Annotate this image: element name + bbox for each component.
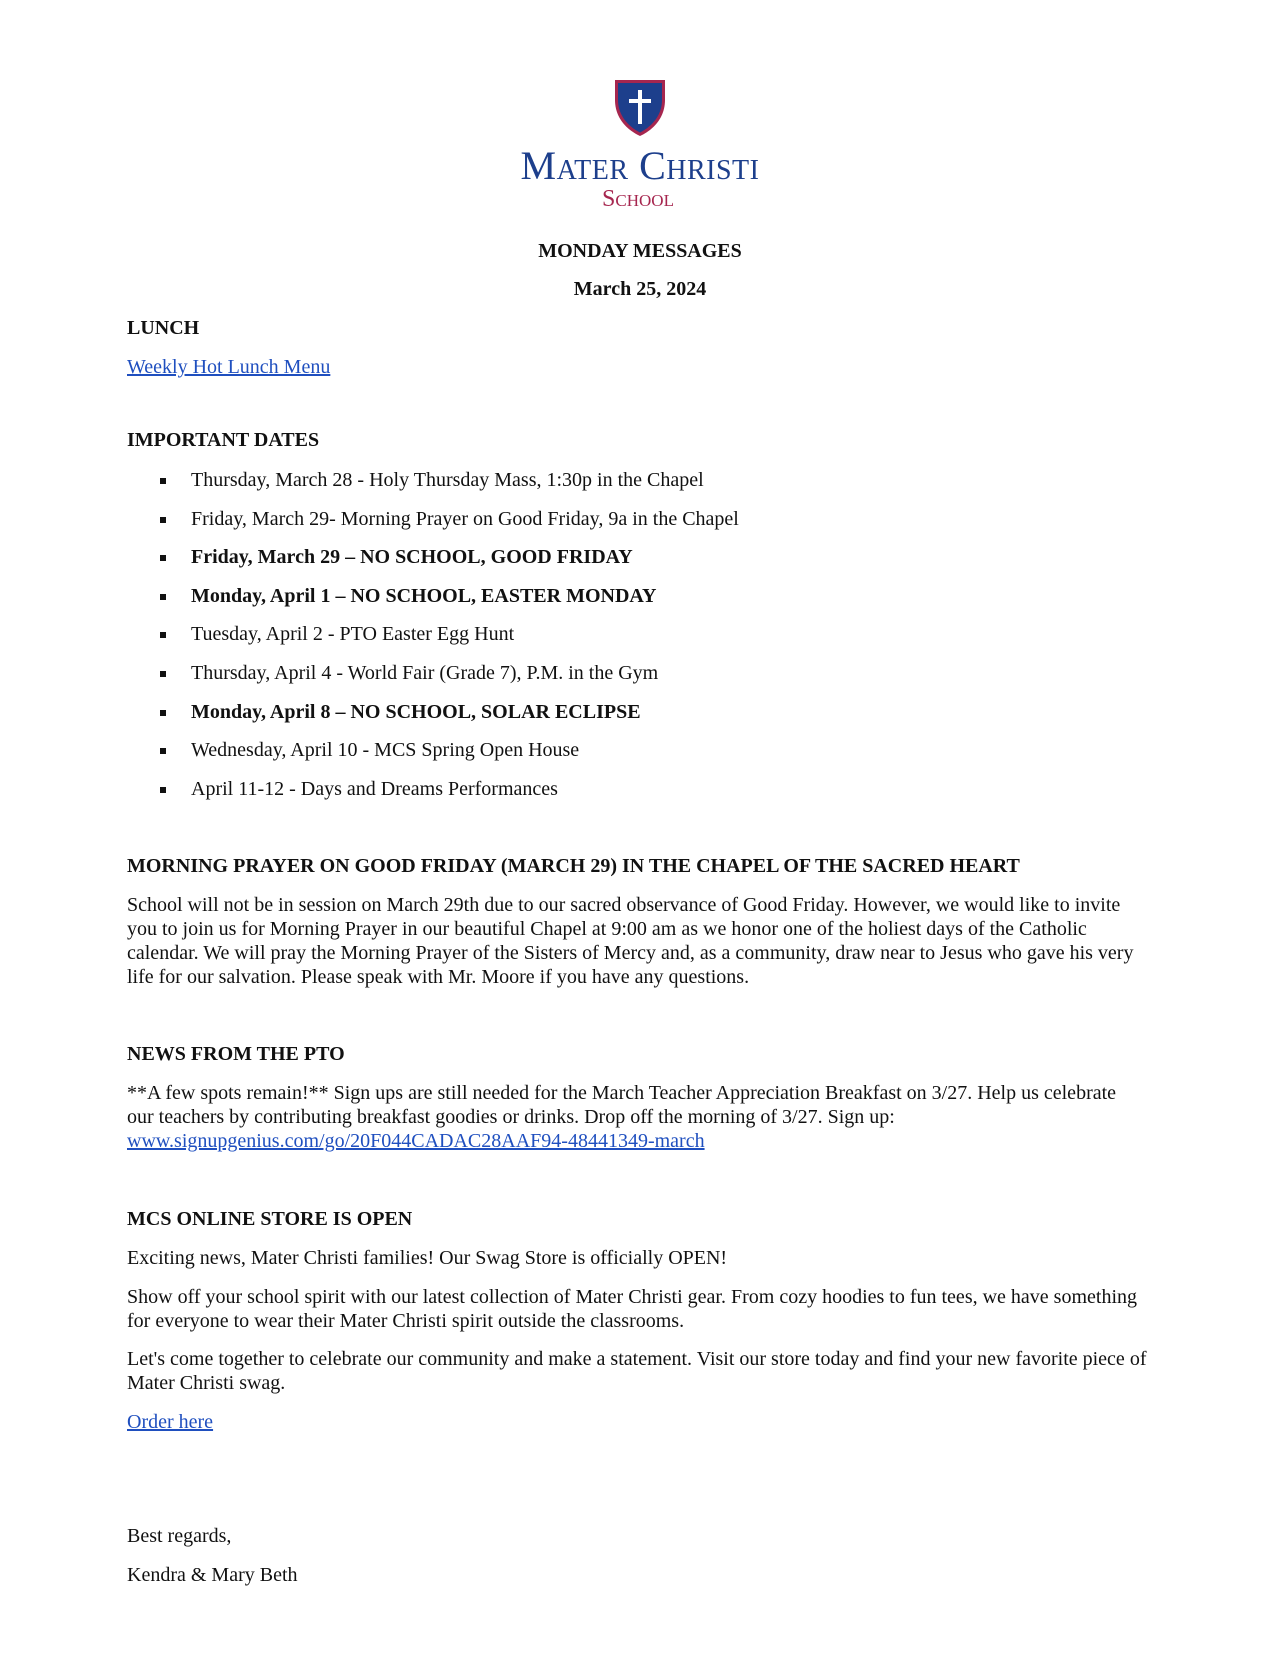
prayer-body: School will not be in session on March 29th due to our sacred observance of Good Friday. However, we would like to invite you to join us for Morning Prayer in our beautiful Chapel at 9:00 am as we honor one of the holiest days of the Catholic calendar. We will pray the Morning Prayer of the Sisters of Mercy and, as a community, draw near to Jesus who gave his very life for our salvation. Please speak with Mr. Moore if you have any questions. — [127, 894, 1134, 988]
date-item: Thursday, March 28 - Holy Thursday Mass, 1:30p in the Chapel — [160, 468, 739, 507]
order-here-link[interactable]: Order here — [127, 1411, 214, 1433]
school-logo — [0, 78, 1280, 212]
page-date: March 25, 2024 — [573, 278, 707, 300]
date-item: April 11-12 - Days and Dreams Performances — [160, 777, 739, 816]
store-para-3: Let's come together to celebrate our community and make a statement. Visit our store today and find your new favorite piece of Mater Christi swag. — [127, 1348, 1147, 1394]
date-item: Tuesday, April 2 - PTO Easter Egg Hunt — [160, 622, 739, 661]
logo-name-second: Christi — [639, 143, 760, 188]
closing-names: Kendra & Mary Beth — [127, 1564, 298, 1586]
store-para-2: Show off your school spirit with our latest collection of Mater Christi gear. From cozy hoodies to fun tees, we have something for everyone to wear their Mater Christi spirit outside the classrooms. — [127, 1286, 1137, 1332]
logo-subtitle: School — [602, 186, 674, 212]
lunch-heading: LUNCH — [127, 317, 200, 339]
pto-heading: NEWS FROM THE PTO — [127, 1043, 345, 1065]
date-item: Wednesday, April 10 - MCS Spring Open House — [160, 738, 739, 777]
important-dates-heading: IMPORTANT DATES — [127, 429, 320, 451]
closing-regards: Best regards, — [127, 1525, 232, 1547]
page-title: MONDAY MESSAGES — [538, 240, 742, 262]
date-item: Friday, March 29- Morning Prayer on Good Friday, 9a in the Chapel — [160, 507, 739, 546]
store-heading: MCS ONLINE STORE IS OPEN — [127, 1208, 413, 1230]
date-item: Monday, April 1 – NO SCHOOL, EASTER MONDAY — [160, 584, 739, 623]
date-item: Monday, April 8 – NO SCHOOL, SOLAR ECLIPSE — [160, 700, 739, 739]
lunch-menu-link[interactable]: Weekly Hot Lunch Menu — [127, 356, 331, 378]
store-para-1: Exciting news, Mater Christi families! Our Swag Store is officially OPEN! — [127, 1247, 728, 1269]
prayer-heading: MORNING PRAYER ON GOOD FRIDAY (MARCH 29) IN THE CHAPEL OF THE SACRED HEART — [127, 855, 1020, 877]
logo-name-first: Mater — [520, 143, 629, 188]
date-item: Thursday, April 4 - World Fair (Grade 7), P.M. in the Gym — [160, 661, 739, 700]
important-dates-list — [160, 468, 739, 815]
shield-cross-icon — [613, 78, 667, 138]
date-item: Friday, March 29 – NO SCHOOL, GOOD FRIDAY — [160, 545, 739, 584]
signup-link[interactable]: www.signupgenius.com/go/20F044CADAC28AAF94-48441349-march — [127, 1130, 705, 1152]
pto-body — [127, 1081, 1147, 1153]
pto-body-text: **A few spots remain!** Sign ups are still needed for the March Teacher Appreciation Breakfast on 3/27. Help us celebrate our teachers by contributing breakfast goodies or drinks. Drop off the morning of 3/27. Sign up: — [127, 1082, 1117, 1128]
